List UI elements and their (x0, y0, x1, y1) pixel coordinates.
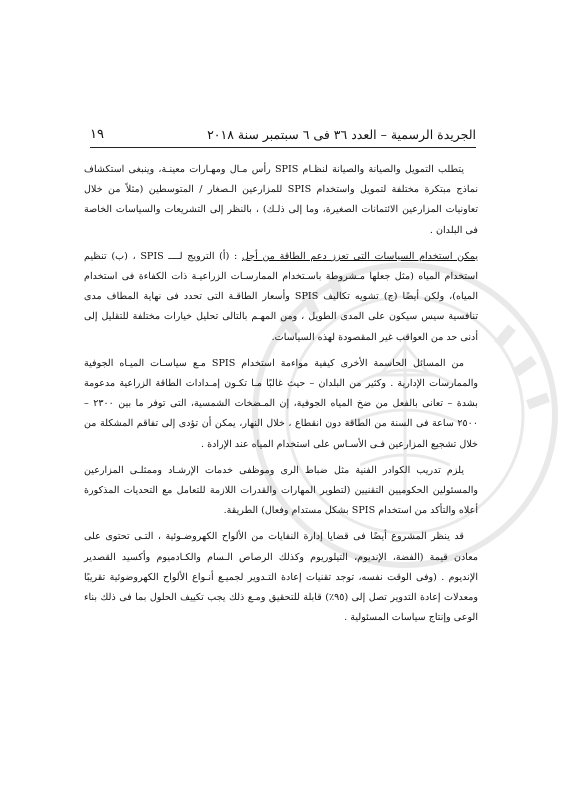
page-header (90, 124, 476, 146)
paragraph-training: يلزم تدريب الكوادر الفنية مثل ضباط الرى وموظفى خدمات الإرشـاد وممثلـى المزارعين والمسئولين الحكوميين التقنيين (لتطوير المهارات والقدرات اللازمة للتعامل مع التحديات المذكورة أعلاه والتأكد من استخدام SPIS بشكل مستدام وفعال) الطريقة. (84, 464, 478, 517)
paragraph-energy-policies (84, 247, 478, 348)
paragraph-groundwater: من المسائل الحاسمة الأخرى كيفية مواءمة استخدام SPIS مـع سياسـات الميـاه الجوفية والممارسات الإدارية . وكثير من البلدان – حيث غالبًا مـا تكـون إمـدادات الطاقة الزراعية مدعومة بشدة – تعانى بالفعل من ضخ المياه الجوفية، إن المـضخات الشمسية، التى توفر ما بين ٢٣٠٠ – ٢٥٠٠ ساعة فى السنة من الطاقة دون انقطاع ، خلال النهار، يمكن أن تؤدى إلى تفاقم المشكلة من خلال تشجيع المزارعين فـى الأسـاس على استخدام المياه عند الإرادة . (84, 357, 478, 450)
paragraph-financing: يتطلب التمويل والصيانة والصيانة لنظـام SPIS رأس مـال ومهـارات معينـة، وينبغى استكشاف نماذج مبتكرة مختلفة لتمويل واستخدام SPIS للمزارعين الـصغار / المتوسطين (مثلاً من خلال تعاونيات المزارعين الائتمانات الصغيرة، وما إلى ذلـك) ، بالنظر إلى التشريعات والسياسات الخاصة فى البلدان . (84, 164, 478, 236)
page-number: ١٩ (90, 127, 104, 142)
paragraph-heading-underlined: يمكن استخدام السياسات التى تعزز دعم الطاقة من أجل (241, 250, 478, 262)
gazette-title: الجريدة الرسمية – العدد ٣٦ فى ٦ سبتمبر سنة ٢٠١٨ (207, 127, 476, 142)
paragraph-energy-policies-text: : (أ) الترويج لــــ SPIS ، (ب) تنظيم استخدام المياه (مثل جعلها مـشروطة باسـتخدام الممارسـات الزراعيـة ذات الكفاءة فى استخدام المياه)، ولكن أيضًا (ج) تشويه تكاليف SPIS وأسعار الطاقـة التى تحدد فى نهاية المطاف مدى تنافسية سيس سيكون على المدى الطويل ، ومن المهـم بالتالى تحليل خيارات مختلفة للتقليل إلى أدنى حد من العواقب غير المقصودة لهذه السياسات. (84, 250, 478, 343)
paragraph-waste-management: قد ينظر المشروع أيضًا فى قضايا إدارة النفايات من الألواح الكهروضـوئية ، التـى تحتوى على معادن قيمة (الفضة، الإنديوم، التيلوريوم وكذلك الرصاص الـسام والكـادميوم وأكسيد القصدير الإنديوم . (وفى الوقت نفسه، توجد تقنيات إعادة التـدوير لجميـع أنـواع الألواح الكهروضوئية تقريبًا ومعدلات إعادة التدوير تصل إلى (٩٥٪) قابلة للتحقيق ومـع ذلك يجب تكييف الحلول بما فى ذلك بناء الوعى وإنتاج سياسات المسئولية . (84, 531, 478, 624)
document-body (84, 160, 478, 634)
header-divider (90, 147, 476, 148)
